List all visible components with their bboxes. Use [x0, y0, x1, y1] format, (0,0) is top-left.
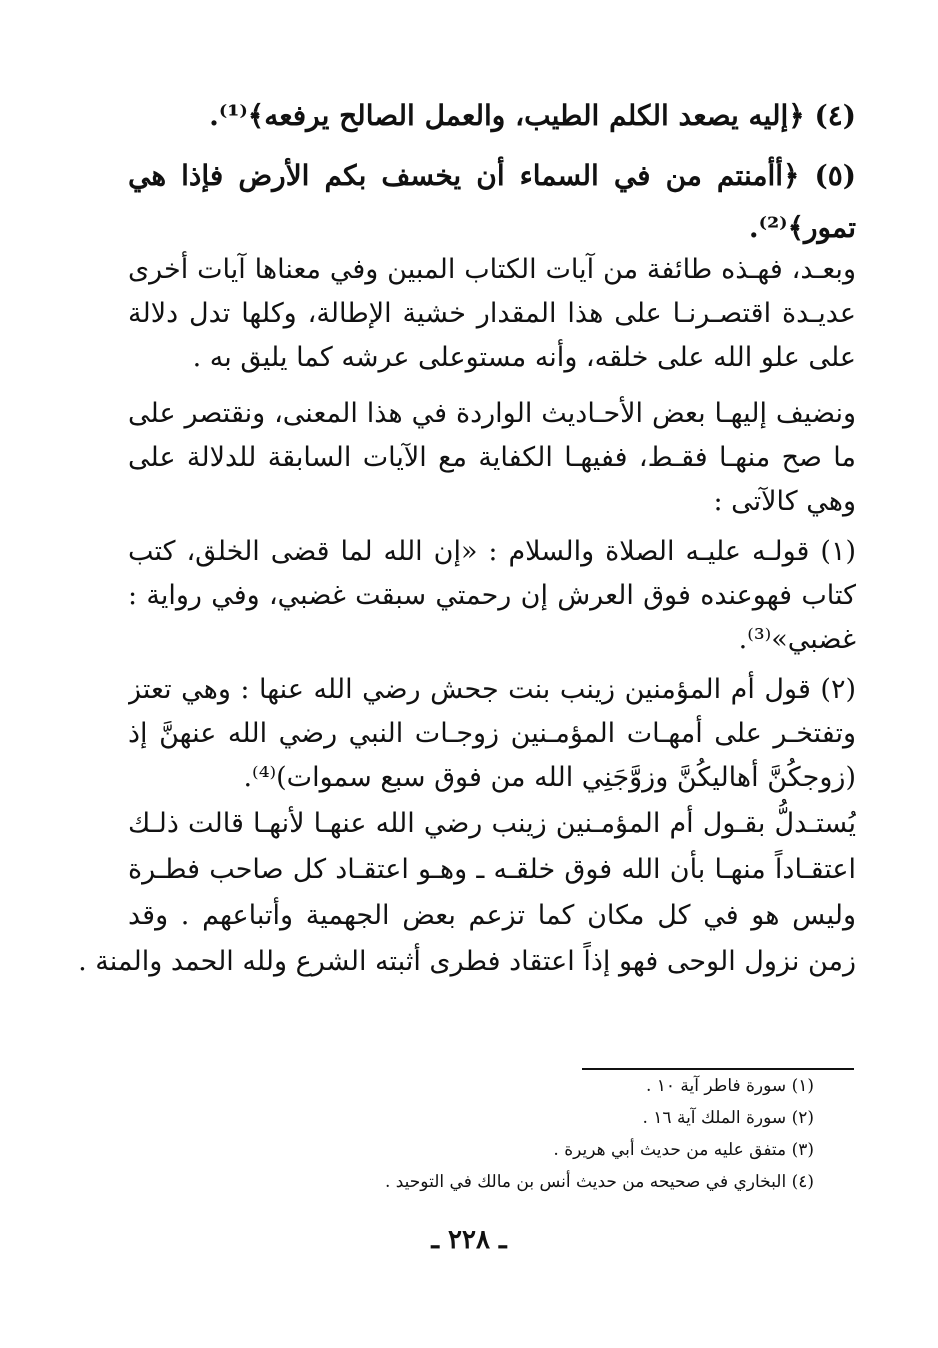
- paragraph-line: على علو الله على خلقه، وأنه مستوعلى عرشه كما يليق به .: [192, 342, 856, 373]
- footnotes: [300, 1070, 814, 1198]
- paragraph-line: وهي كالآتى :: [713, 486, 856, 517]
- paragraph-line: (١) قولـه عليـه الصلاة والسلام : «إن الله لما قضى الخلق، كتب: [128, 536, 856, 567]
- commentary-paragraph: [78, 794, 856, 992]
- page-number: ـ ٢٢٨ ـ: [431, 1225, 507, 1255]
- paragraph-line: ونضيف إليهـا بعض الأحـاديث الواردة في هذا المعنى، ونقتصر على: [128, 398, 856, 429]
- hadith-2-paragraph: [128, 660, 856, 808]
- paragraph-line: اعتقـاداً منهـا بأن الله فوق خلقـه ـ وهـو اعتقـاد كل صاحب فطـرة: [128, 854, 856, 885]
- hadith-intro-paragraph: [128, 384, 856, 532]
- paragraph-line: زمن نزول الوحى فهو إذاً اعتقاد فطرى أثبته الشرع ولله الحمد والمنة .: [78, 946, 856, 977]
- verse-4: [128, 86, 856, 146]
- verse-line: (٤) ﴿إليه يصعد الكلم الطيب، والعمل الصالح يرفعه﴾⁽¹⁾.: [209, 99, 856, 132]
- paragraph-line: غضبي»⁽³⁾.: [738, 624, 856, 655]
- paragraph-line: (زوجكُنَّ أهاليكُنَّ وزوَّجَنِي الله من فوق سبع سموات)⁽⁴⁾.: [243, 762, 856, 793]
- footnote-1: (١) سورة فاطر آية ١٠ .: [645, 1076, 814, 1096]
- verse-line: تمور﴾⁽²⁾.: [748, 211, 856, 244]
- footnote-2: (٢) سورة الملك آية ١٦ .: [642, 1108, 814, 1128]
- paragraph-line: ما صح منهـا فقـط، ففيهـا الكفاية مع الآيات السابقة للدلالة على: [128, 442, 856, 473]
- paragraph-line: يُستـدلُّ بقـول أم المؤمـنين زينب رضي الله عنهـا لأنهـا قالت ذلـك: [128, 808, 856, 839]
- paragraph-line: وليس هو في كل مكان كما تزعم بعض الجهمية وأتباعهم . وقد: [128, 900, 856, 931]
- verse-line: (٥) ﴿أأمنتم من في السماء أن يخسف بكم الأرض فإذا هي: [128, 159, 856, 192]
- footnote-3: (٣) متفق عليه من حديث أبي هريرة .: [553, 1140, 814, 1160]
- paragraph-line: كتاب فهوعنده فوق العرش إن رحمتي سبقت غضبي، وفي رواية :: [128, 580, 856, 611]
- intro-paragraph: [128, 240, 856, 388]
- footnote-4: (٤) البخاري في صحيحه من حديث أنس بن مالك في التوحيد .: [384, 1172, 814, 1192]
- paragraph-line: (٢) قول أم المؤمنين زينب بنت جحش رضي الله عنها : وهي تعتز: [128, 674, 856, 705]
- paragraph-line: عديـدة اقتصـرنـا على هذا المقدار خشية الإطالة، وكلها تدل دلالة: [128, 298, 856, 329]
- paragraph-line: وبعـد، فهـذه طائفة من آيات الكتاب المبين وفي معناها آيات أخرى: [128, 254, 856, 285]
- hadith-1-paragraph: [128, 522, 856, 670]
- paragraph-line: وتفتخـر على أمهـات المؤمـنين زوجـات النبي رضي الله عنهنَّ إذ: [128, 718, 856, 749]
